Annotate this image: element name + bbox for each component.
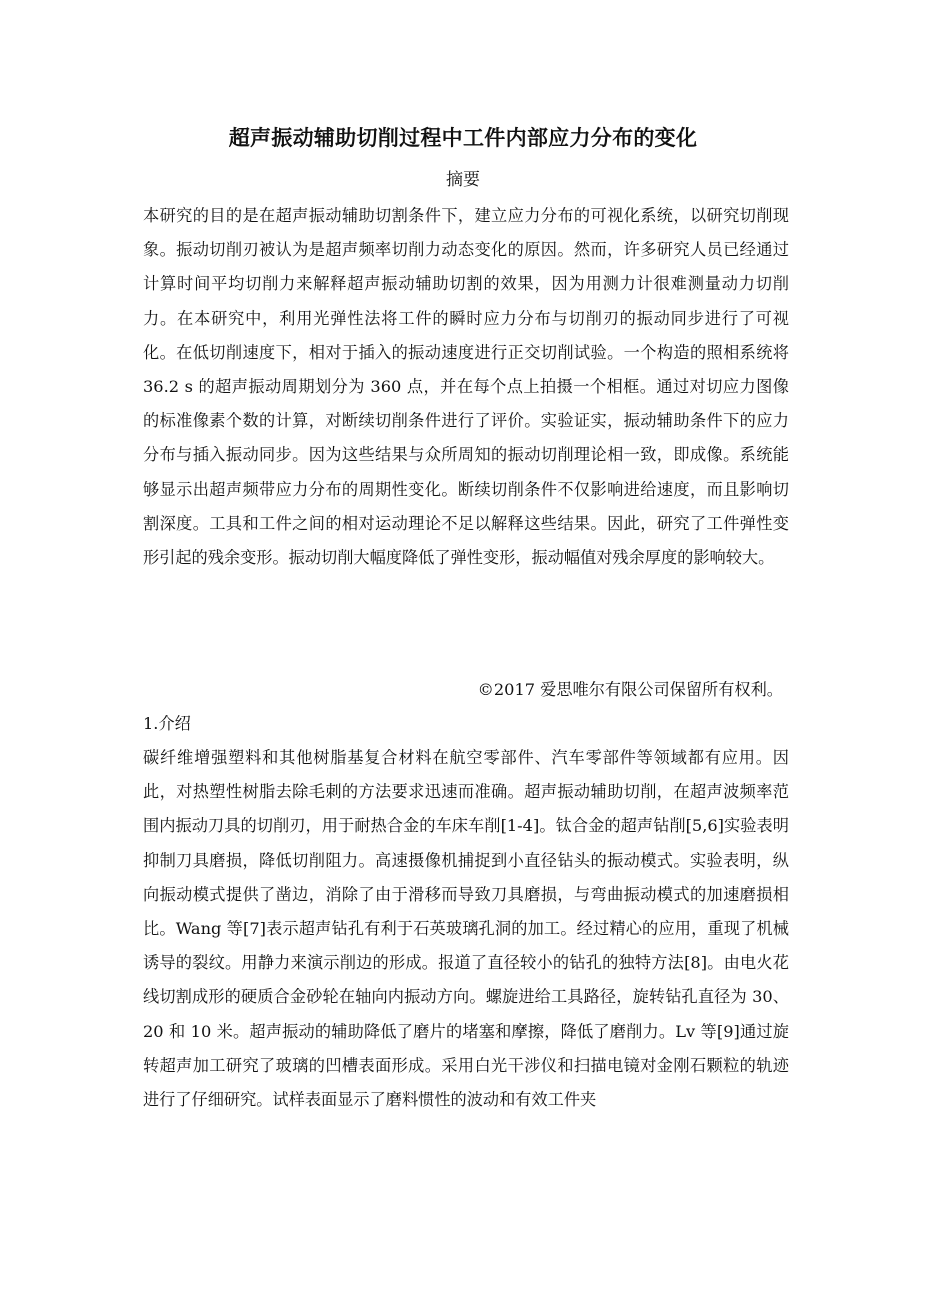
introduction-text: 碳纤维增强塑料和其他树脂基复合材料在航空零部件、汽车零部件等领域都有应用。因此，对热塑性树脂去除毛刺的方法要求迅速而准确。超声振动辅助切削，在超声波频率范围内振动刀具的切削刃，用于耐热合金的车床车削[1-4]。钛合金的超声钻削[5,6]实验表明抑制刀具磨损，降低切削阻力。高速摄像机捕捉到小直径钻头的振动模式。实验表明，纵向振动模式提供了凿边，消除了由于滑移而导致刀具磨损，与弯曲振动模式的加速磨损相比。Wang 等[7]表示超声钻孔有利于石英玻璃孔洞的加工。经过精心的应用，重现了机械诱导的裂纹。用静力来演示削边的形成。报道了直径较小的钻孔的独特方法[8]。由电火花线切割成形的硬质合金砂轮在轴向内振动方向。螺旋进给工具路径，旋转钻孔直径为 30、20 和 10 米。超声振动的辅助降低了磨片的堵塞和摩擦，降低了磨削力。Lv 等[9]通过旋转超声加工研究了玻璃的凹槽表面形成。采用白光干涉仪和扫描电镜对金刚石颗粒的轨迹进行了仔细研究。试样表面显示了磨料惯性的波动和有效工件夹 [143,748,789,1110]
section-heading-introduction: 1.介绍 [143,714,191,733]
abstract-text: 本研究的目的是在超声振动辅助切割条件下，建立应力分布的可视化系统，以研究切削现象。振动切削刃被认为是超声频率切削力动态变化的原因。然而，许多研究人员已经通过计算时间平均切削力来解释超声振动辅助切割的效果，因为用测力计很难测量动力切削力。在本研究中，利用光弹性法将工件的瞬时应力分布与切削刃的振动同步进行了可视化。在低切削速度下，相对于插入的振动速度进行正交切削试验。一个构造的照相系统将 36.2 s 的超声振动周期划分为 360 点，并在每个点上拍摄一个相框。通过对切应力图像的标准像素个数的计算，对断续切削条件进行了评价。实验证实，振动辅助条件下的应力分布与插入振动同步。因为这些结果与众所周知的振动切削理论相一致，即成像。系统能够显示出超声频带应力分布的周期性变化。断续切削条件不仅影响进给速度，而且影响切割深度。工具和工件之间的相对运动理论不足以解释这些结果。因此，研究了工件弹性变形引起的残余变形。振动切削大幅度降低了弹性变形，振动幅值对残余厚度的影响较大。 [143,206,789,568]
paper-title: 超声振动辅助切削过程中工件内部应力分布的变化 [228,126,698,150]
abstract-heading: 摘要 [446,170,480,190]
copyright-notice: ©2017 爱思唯尔有限公司保留所有权利。 [477,680,783,699]
